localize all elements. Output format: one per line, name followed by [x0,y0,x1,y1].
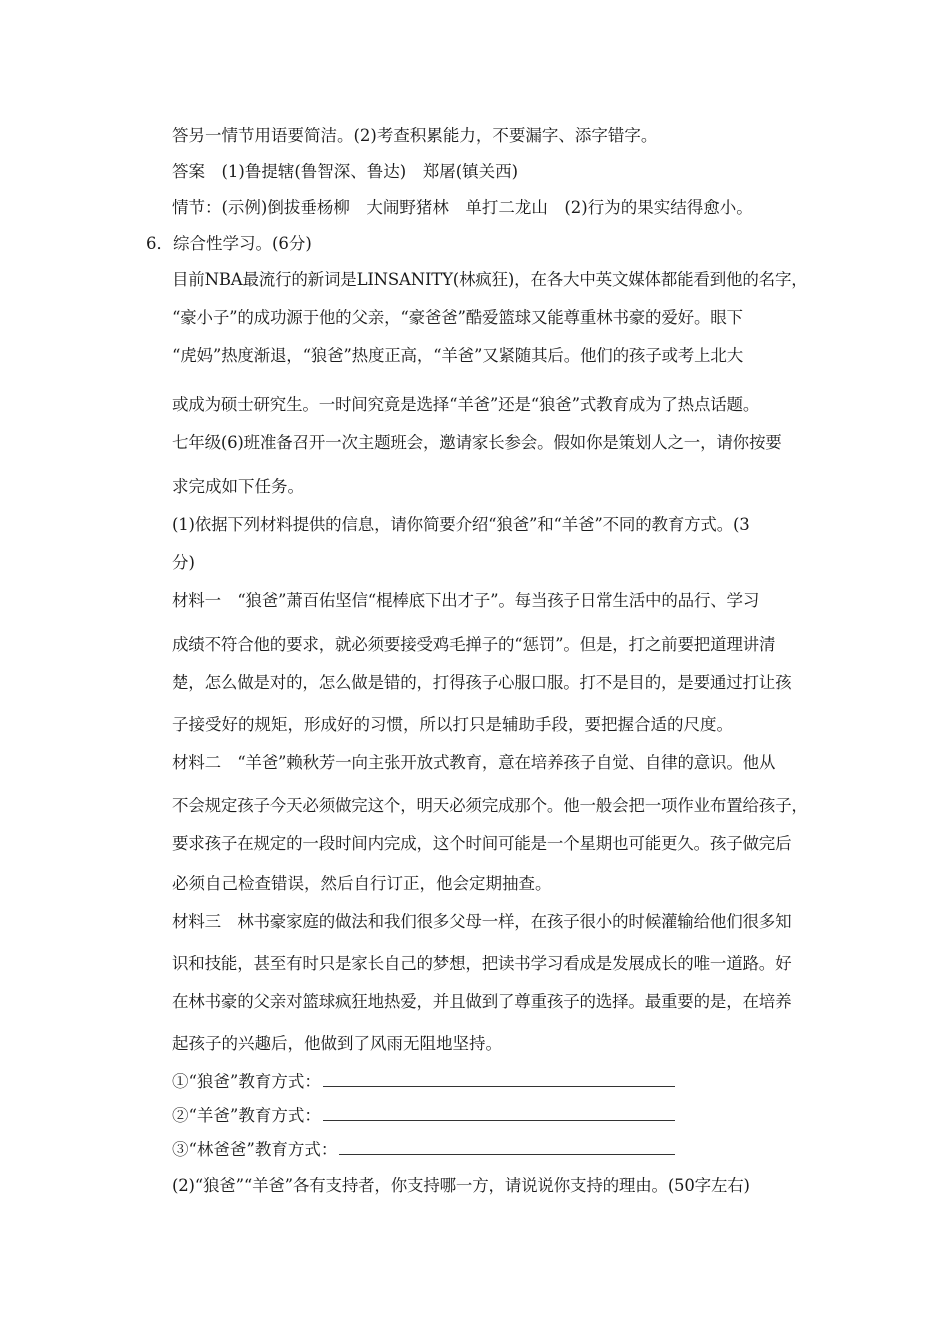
material-line: 材料一 “狼爸”萧百佑坚信“棍棒底下出才子”。每当孩子日常生活中的品行、学习 [172,591,760,610]
text-line: 分) [172,553,195,572]
material-line: 要求孩子在规定的一段时间内完成，这个时间可能是一个星期也可能更久。孩子做完后 [172,834,792,853]
text-line: 答另一情节用语要简洁。(2)考查积累能力，不要漏字、添字错字。 [172,126,658,145]
material-line: 子接受好的规矩，形成好的习惯，所以打只是辅助手段，要把握合适的尺度。 [172,715,733,734]
material-line: 必须自己检查错误，然后自行订正，他会定期抽查。 [172,874,552,893]
question-heading: 6．综合性学习。(6分) [146,234,312,253]
material-line: 不会规定孩子今天必须做完这个，明天必须完成那个。他一般会把一项作业布置给孩子， [172,796,808,815]
answer-item-1 [172,1072,675,1092]
text-line: 求完成如下任务。 [172,477,304,496]
text-line: 或成为硕士研究生。一时间究竟是选择“羊爸”还是“狼爸”式教育成为了热点话题。 [172,395,760,414]
answer-blank-2[interactable] [323,1106,675,1121]
material-line: 在林书豪的父亲对篮球疯狂地热爱，并且做到了尊重孩子的选择。最重要的是，在培养 [172,992,792,1011]
answer-item-2 [172,1106,675,1126]
material-line: 识和技能，甚至有时只是家长自己的梦想，把读书学习看成是发展成长的唯一道路。好 [172,954,792,973]
material-line: 材料三 林书豪家庭的做法和我们很多父母一样，在孩子很小的时候灌输给他们很多知 [172,912,792,931]
answer-blank-3[interactable] [339,1140,675,1155]
text-line: “虎妈”热度渐退，“狼爸”热度正高，“羊爸”又紧随其后。他们的孩子或考上北大 [172,346,744,365]
answer-item-label: ②“羊爸”教育方式： [172,1106,321,1125]
material-line: 材料二 “羊爸”赖秋芳一向主张开放式教育，意在培养孩子自觉、自律的意识。他从 [172,753,776,772]
text-line: (2)“狼爸”“羊爸”各有支持者，你支持哪一方，请说说你支持的理由。(50字左右) [172,1176,750,1195]
answer-line: 答案 (1)鲁提辖(鲁智深、鲁达) 郑屠(镇关西) [172,162,519,181]
text-line: 七年级(6)班准备召开一次主题班会，邀请家长参会。假如你是策划人之一，请你按要 [172,433,782,452]
material-line: 楚，怎么做是对的，怎么做是错的，打得孩子心服口服。打不是目的，是要通过打让孩 [172,673,792,692]
answer-blank-1[interactable] [323,1072,675,1087]
material-line: 起孩子的兴趣后，他做到了风雨无阻地坚持。 [172,1034,502,1053]
answer-item-3 [172,1140,675,1160]
answer-item-label: ③“林爸爸”教育方式： [172,1140,338,1159]
answer-item-label: ①“狼爸”教育方式： [172,1072,321,1091]
material-line: 成绩不符合他的要求，就必须要接受鸡毛掸子的“惩罚”。但是，打之前要把道理讲清 [172,635,776,654]
text-line: “豪小子”的成功源于他的父亲，“豪爸爸”酷爱篮球又能尊重林书豪的爱好。眼下 [172,308,743,327]
text-line: (1)依据下列材料提供的信息，请你简要介绍“狼爸”和“羊爸”不同的教育方式。(3 [172,515,750,534]
text-line: 情节：(示例)倒拔垂杨柳 大闹野猪林 单打二龙山 (2)行为的果实结得愈小。 [172,198,753,217]
text-line: 目前NBA最流行的新词是LINSANITY(林疯狂)，在各大中英文媒体都能看到他的名字， [172,270,808,289]
